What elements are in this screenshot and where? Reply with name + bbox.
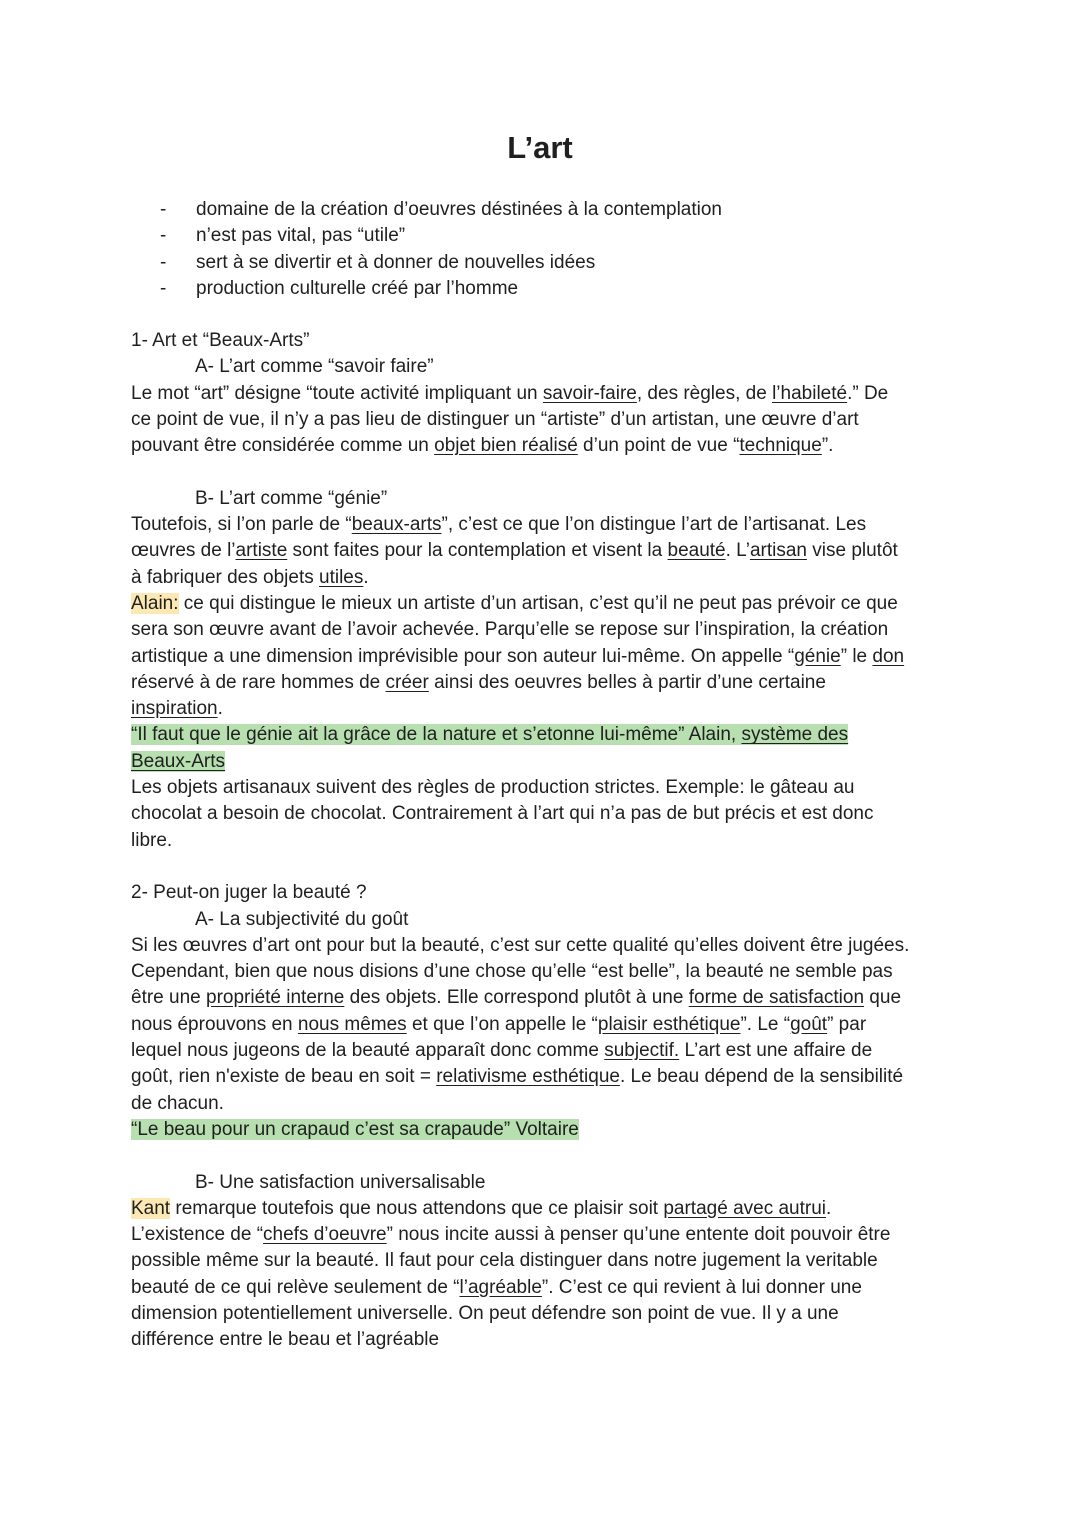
paragraph-line: beauté de ce qui relève seulement de “l’agréable”. C’est ce qui revient à lui donner une: [131, 1276, 862, 1298]
bullet-marker: -: [160, 199, 167, 220]
paragraph-line: ce point de vue, il n’y a pas lieu de distinguer un “artiste” d’un artistan, une œuvre d’art: [131, 408, 859, 430]
paragraph-line: Alain: ce qui distingue le mieux un artiste d’un artisan, c’est qu’il ne peut pas prévoir ce que: [131, 592, 898, 614]
quote-highlight: “Il faut que le génie ait la grâce de la nature et s’etonne lui-même” Alain, système des: [131, 724, 849, 746]
paragraph-line: Cependant, bien que nous disions d’une chose qu’elle “est belle”, la beauté ne semble pas: [131, 961, 893, 983]
paragraph-line: être une propriété interne des objets. Elle correspond plutôt à une forme de satisfaction que: [131, 987, 902, 1009]
list-item: - production culturelle créé par l’homme: [160, 276, 722, 302]
paragraph-line: pouvant être considérée comme un objet bien réalisé d’un point de vue “technique”.: [131, 435, 834, 457]
subsection-heading-1b: B- L’art comme “génie”: [195, 487, 388, 509]
quote-highlight: Beaux-Arts: [131, 750, 225, 772]
subsection-heading-1a: A- L’art comme “savoir faire”: [195, 356, 434, 378]
paragraph-line: Le mot “art” désigne “toute activité impliquant un savoir-faire, des règles, de l’habileté.” De: [131, 382, 889, 404]
paragraph-line: nous éprouvons en nous mêmes et que l’on appelle le “plaisir esthétique”. Le “goût” par: [131, 1013, 867, 1035]
list-item: - n’est pas vital, pas “utile”: [160, 223, 722, 249]
paragraph-line: possible même sur la beauté. Il faut pour cela distinguer dans notre jugement la veritable: [131, 1250, 878, 1272]
bullet-marker: -: [160, 277, 167, 299]
paragraph-line: Toutefois, si l’on parle de “beaux-arts”, c’est ce que l’on distingue l’art de l’artisanat. Les: [131, 514, 867, 536]
spacer: [131, 459, 961, 485]
paragraph-line: chocolat a besoin de chocolat. Contrairement à l’art qui n’a pas de but précis et est donc: [131, 803, 874, 825]
document-body: [131, 328, 961, 1354]
section-heading-2: 2- Peut-on juger la beauté ?: [131, 882, 367, 904]
paragraph-line: Si les œuvres d’art ont pour but la beauté, c’est sur cette qualité qu’elles doivent être jugées.: [131, 934, 910, 956]
spacer: [131, 1143, 961, 1169]
paragraph-line: lequel nous jugeons de la beauté apparaît donc comme subjectif. L’art est une affaire de: [131, 1040, 873, 1062]
author-highlight-kant: Kant: [131, 1197, 171, 1219]
paragraph-line: goût, rien n'existe de beau en soit = relativisme esthétique. Le beau dépend de la sensibilité: [131, 1066, 904, 1088]
list-item: - domaine de la création d’oeuvres déstinées à la contemplation: [160, 197, 722, 223]
paragraph-line: différence entre le beau et l’agréable: [131, 1329, 440, 1351]
subsection-heading-2b: B- Une satisfaction universalisable: [195, 1171, 486, 1193]
paragraph-line: inspiration.: [131, 698, 223, 720]
paragraph-line: de chacun.: [131, 1092, 224, 1114]
paragraph-line: sera son œuvre avant de l’avoir achevée. Parqu’elle se repose sur l’inspiration, la création: [131, 619, 889, 641]
paragraph-line: œuvres de l’artiste sont faites pour la contemplation et visent la beauté. L’artisan vise plutôt: [131, 540, 898, 562]
paragraph-line: L’existence de “chefs d’oeuvre” nous incite aussi à penser qu’une entente doit pouvoir être: [131, 1224, 891, 1246]
intro-bullet-list: [160, 197, 722, 302]
author-highlight-alain: Alain:: [131, 592, 179, 614]
quote-highlight: “Le beau pour un crapaud c’est sa crapaude” Voltaire: [131, 1118, 579, 1140]
bullet-marker: -: [160, 225, 167, 247]
paragraph-line: dimension potentiellement universelle. On peut défendre son point de vue. Il y a une: [131, 1302, 839, 1324]
paragraph-line: artistique a une dimension imprévisible pour son auteur lui-même. On appelle “génie” le don: [131, 645, 905, 667]
page-title: L’art: [507, 130, 573, 165]
paragraph-line: Kant remarque toutefois que nous attendons que ce plaisir soit partagé avec autrui.: [131, 1197, 832, 1219]
paragraph-line: Les objets artisanaux suivent des règles de production strictes. Exemple: le gâteau au: [131, 777, 855, 799]
paragraph-line: à fabriquer des objets utiles.: [131, 566, 369, 588]
subsection-heading-2a: A- La subjectivité du goût: [195, 908, 409, 930]
paragraph-line: libre.: [131, 829, 173, 851]
section-heading-1: 1- Art et “Beaux-Arts”: [131, 330, 310, 351]
bullet-marker: -: [160, 251, 167, 273]
paragraph-line: réservé à de rare hommes de créer ainsi des oeuvres belles à partir d’une certaine: [131, 671, 826, 693]
spacer: [131, 854, 961, 880]
list-item: - sert à se divertir et à donner de nouvelles idées: [160, 250, 722, 276]
